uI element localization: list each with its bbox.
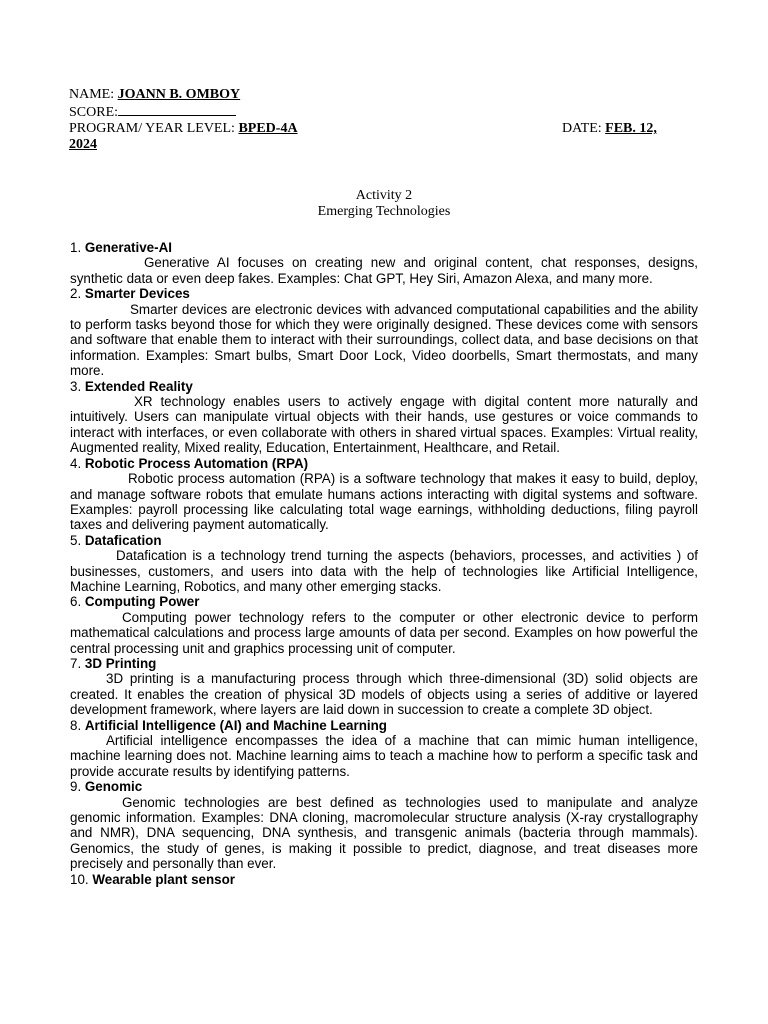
list-item xyxy=(70,718,698,780)
student-info-header xyxy=(69,87,699,153)
item-title: Wearable plant sensor xyxy=(92,871,235,887)
item-heading xyxy=(70,779,698,794)
score-line xyxy=(69,103,699,121)
list-item xyxy=(70,594,698,656)
activity-title: Emerging Technologies xyxy=(317,204,451,219)
program-date-line xyxy=(69,121,699,137)
date-group xyxy=(562,121,657,137)
item-title: Robotic Process Automation (RPA) xyxy=(84,455,309,471)
item-title: Genomic xyxy=(84,779,143,795)
item-number: 4. xyxy=(70,455,85,471)
item-description: Robotic process automation (RPA) is a software technology that makes it easy to build, deploy, and manage software robots that emulate humans actions interacting with digital systems and software. Examples: payroll processing like calculating total wage earnings, withholding deductions, filing payroll taxes and delivering payment automatically. xyxy=(70,471,698,533)
item-description: Genomic technologies are best defined as technologies used to manipulate and analyze genomic information. Examples: DNA cloning, macromolecular structure analysis (X-ray crystallography and NMR), DNA sequencing, DNA synthesis, and transgenic animals (bacteria through mammals). Genomics, the study of genes, is making it possible to predict, diagnose, and treat diseases more precisely and personally than ever. xyxy=(70,794,698,872)
list-item xyxy=(70,779,698,871)
item-description: 3D printing is a manufacturing process through which three-dimensional (3D) solid objects are created. It enables the creation of physical 3D models of objects using a series of additive or layered development framework, where layers are laid down in succession to create a complete 3D object. xyxy=(70,671,698,718)
item-heading xyxy=(70,718,698,733)
item-number: 2. xyxy=(70,286,85,302)
program-value: BPED-4A xyxy=(238,121,298,136)
item-number: 7. xyxy=(70,655,85,671)
name-value: JOANN B. OMBOY xyxy=(117,87,241,102)
item-heading xyxy=(70,533,698,548)
item-heading xyxy=(70,240,698,255)
item-title: Generative-AI xyxy=(84,240,172,255)
name-label: NAME: xyxy=(69,87,118,102)
list-item xyxy=(70,286,698,378)
item-title: Datafication xyxy=(84,532,162,548)
item-description: Datafication is a technology trend turning the aspects (behaviors, processes, and activities ) of businesses, customers, and users into data with the help of technologies like Artificial Intelligence, Machine Learning, Robotics, and many other emerging stacks. xyxy=(70,548,698,594)
item-number: 1. xyxy=(70,240,85,255)
activity-number: Activity 2 xyxy=(355,188,413,203)
date-continuation-line xyxy=(69,137,699,153)
list-item xyxy=(70,656,698,718)
item-heading xyxy=(70,872,698,887)
item-number: 6. xyxy=(70,594,85,610)
item-description: Computing power technology refers to the computer or other electronic device to perform mathematical calculations and process large amounts of data per second. Examples on how powerful the central processing unit and graphics processing unit of computer. xyxy=(70,609,698,656)
item-number: 5. xyxy=(70,532,85,548)
list-item xyxy=(70,379,698,456)
name-line xyxy=(69,87,699,103)
item-heading xyxy=(70,456,698,471)
date-value-part1: FEB. 12, xyxy=(605,121,657,136)
item-title: 3D Printing xyxy=(84,655,157,671)
item-number: 10. xyxy=(70,871,93,887)
item-heading xyxy=(70,656,698,671)
item-number: 9. xyxy=(70,779,85,795)
item-number: 3. xyxy=(70,378,85,394)
date-label: DATE: xyxy=(562,121,606,136)
item-title: Computing Power xyxy=(84,594,200,610)
item-description: XR technology enables users to actively engage with digital content more naturally and intuitively. Users can manipulate virtual objects with their hands, use gestures or voice commands to interact with interfaces, or even collaborate with others in shared virtual spaces. Examples: Virtual reality, Augmented reality, Mixed reality, Education, Entertainment, Healthcare, and Retail. xyxy=(70,394,698,456)
item-title: Extended Reality xyxy=(84,378,193,394)
list-item xyxy=(70,872,698,887)
item-description: Smarter devices are electronic devices with advanced computational capabilities and the ability to perform tasks beyond those for which they were originally designed. These devices come with sensors and software that enable them to interact with their surroundings, collect data, and base decisions on that information. Examples: Smart bulbs, Smart Door Lock, Video doorbells, Smart thermostats, and many more. xyxy=(70,301,698,379)
item-description: Artificial intelligence encompasses the idea of a machine that can mimic human intelligence, machine learning does not. Machine learning aims to teach a machine how to perform a specific task and provide accurate results by identifying patterns. xyxy=(70,733,698,779)
item-number: 8. xyxy=(70,717,85,733)
item-heading xyxy=(70,379,698,394)
date-value-part2: 2024 xyxy=(69,137,97,152)
item-heading xyxy=(70,286,698,301)
item-title: Smarter Devices xyxy=(84,286,190,302)
program-label: PROGRAM/ YEAR LEVEL: xyxy=(69,121,239,136)
activity-heading xyxy=(0,188,768,220)
score-blank-line xyxy=(118,103,236,116)
item-description: Generative AI focuses on creating new and original content, chat responses, designs, synthetic data or even deep fakes. Examples: Chat GPT, Hey Siri, Amazon Alexa, and many more. xyxy=(70,255,698,286)
list-item xyxy=(70,533,698,595)
technology-list xyxy=(70,240,698,887)
item-heading xyxy=(70,594,698,609)
score-label: SCORE: xyxy=(69,105,119,120)
list-item xyxy=(70,240,698,286)
item-title: Artificial Intelligence (AI) and Machine Learning xyxy=(84,717,387,733)
list-item xyxy=(70,456,698,533)
